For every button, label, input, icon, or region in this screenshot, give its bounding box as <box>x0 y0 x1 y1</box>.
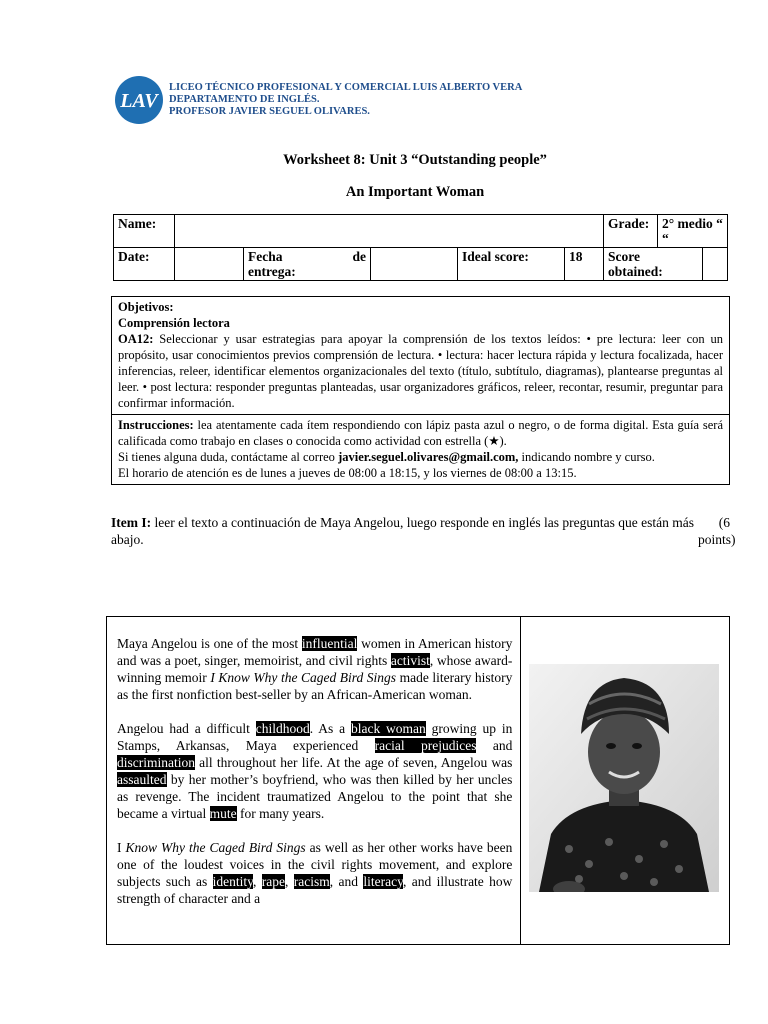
reading-text-segment: Angelou had a difficult <box>117 721 256 736</box>
school-name: LICEO TÉCNICO PROFESIONAL Y COMERCIAL LUIS ALBERTO VERA <box>169 82 523 93</box>
highlighted-vocabulary-word: black woman <box>350 721 426 736</box>
instructions-label: Instrucciones: <box>118 418 194 432</box>
school-logo <box>115 76 163 124</box>
teacher-name: PROFESOR JAVIER SEGUEL OLIVARES. <box>169 106 370 117</box>
score-obtained-label: Score obtained: <box>604 248 703 281</box>
item-1-instructions <box>111 514 736 548</box>
highlighted-vocabulary-word: literacy <box>363 874 403 889</box>
objectives-heading: Objetivos: <box>118 300 174 314</box>
reading-text-segment: , and illustrate how strength of character and a <box>117 874 513 906</box>
highlighted-vocabulary-word: childhood <box>255 721 310 736</box>
photo-cell <box>520 617 729 944</box>
reading-text-segment: women in American history and was a poet, singer, memoirist, and civil rights <box>117 636 513 668</box>
reading-text-segment: , and <box>329 874 364 889</box>
reading-box <box>106 616 730 945</box>
grade-label: Grade: <box>604 215 658 248</box>
highlighted-vocabulary-word: racial prejudices <box>374 738 477 753</box>
instructions-section <box>112 414 729 484</box>
reading-paragraph-1 <box>117 635 512 703</box>
objective-code: OA12: <box>118 332 154 346</box>
reading-text-segment: all throughout her life. At the age of seven, Angelou was <box>195 755 513 770</box>
date-field[interactable] <box>175 248 244 281</box>
grade-value: 2° medio “ “ <box>658 215 728 248</box>
maya-angelou-portrait <box>529 664 719 892</box>
objectives-section <box>112 297 729 414</box>
item-1-label: Item I: <box>111 515 152 530</box>
office-hours: El horario de atención es de lunes a jueves de 08:00 a 18:15, y los viernes de 08:00 a 13:15. <box>118 466 577 480</box>
reading-paragraph-3 <box>117 839 512 907</box>
school-header <box>115 76 522 124</box>
highlighted-vocabulary-word: assaulted <box>117 772 167 787</box>
objectives-subheading: Comprensión lectora <box>118 316 230 330</box>
teacher-email[interactable]: javier.seguel.olivares@gmail.com, <box>338 450 519 464</box>
reading-paragraph-2 <box>117 720 512 822</box>
logo-text: LAV <box>120 90 158 112</box>
reading-text-segment: growing up in Stamps, Arkansas, Maya experienced <box>117 721 513 753</box>
highlighted-vocabulary-word: activist <box>390 653 430 668</box>
item-1-points: (6 points) <box>698 515 736 547</box>
reading-text-segment: , <box>284 874 294 889</box>
objectives-box <box>111 296 730 485</box>
highlighted-vocabulary-word: discrimination <box>117 755 195 770</box>
reading-text-segment: for many years. <box>236 806 325 821</box>
school-info <box>169 82 522 118</box>
score-obtained-field[interactable] <box>703 248 728 281</box>
item-1-text: leer el texto a continuación de Maya Angelou, luego responde en inglés las preguntas que están más abajo. <box>111 515 694 547</box>
contact-text: Si tienes alguna duda, contáctame al correo <box>118 450 339 464</box>
book-title: I Know Why the Caged Bird Sings <box>210 670 397 685</box>
delivery-date-label: Fecha de entrega: <box>244 248 371 281</box>
objective-text: Seleccionar y usar estrategias para apoyar la comprensión de los textos leídos: • pre lectura: leer con un propósito, usar conocimientos previos comprensión de lectura. • lectura: hacer lectura rápida y lectura focalizada, hacer inferencias, releer, identificar elementos organizacionales del texto (título, subtítulo, diagramas), plantearse preguntas al leer. • post lectura: responder preguntas planteadas, usar organizadores gráficos, releer, recontar, resumir, preguntar para confirmar información. <box>118 332 723 410</box>
reading-text <box>107 617 512 944</box>
worksheet-title: Worksheet 8: Unit 3 “Outstanding people” <box>283 152 547 168</box>
reading-text-segment: , <box>252 874 262 889</box>
highlighted-vocabulary-word: influential <box>301 636 358 651</box>
delivery-date-field[interactable] <box>371 248 458 281</box>
contact-text-end: indicando nombre y curso. <box>518 450 655 464</box>
department-name: DEPARTAMENTO DE INGLÉS. <box>169 94 320 105</box>
highlighted-vocabulary-word: racism <box>293 874 330 889</box>
reading-text-segment: made literary history as the first nonfiction best-seller by an African-American woman. <box>117 670 513 702</box>
name-label: Name: <box>114 215 175 248</box>
worksheet-subtitle: An Important Woman <box>345 184 485 200</box>
highlighted-vocabulary-word: rape <box>261 874 285 889</box>
reading-text-segment: I <box>117 840 126 855</box>
name-field[interactable] <box>175 215 604 248</box>
reading-text-segment: Maya Angelou is one of the most <box>117 636 302 651</box>
ideal-score-value: 18 <box>565 248 604 281</box>
reading-text-segment: . As a <box>309 721 351 736</box>
book-title: Know Why the Caged Bird Sings <box>125 840 306 855</box>
instructions-text: lea atentamente cada ítem respondiendo con lápiz pasta azul o negro, o de forma digital. Esta guía será calificada como trabajo en clases o conocida como actividad con estrella (★). <box>118 418 723 448</box>
reading-text-segment: by her mother’s boyfriend, who was then killed by her uncles as revenge. The incident traumatized Angelou to the point that she became a virtual <box>117 772 513 821</box>
ideal-score-label: Ideal score: <box>458 248 565 281</box>
reading-text-segment: as well as her other works have been one of the loudest voices in the civil rights movement, and explore subjects such as <box>117 840 513 889</box>
date-label: Date: <box>114 248 175 281</box>
reading-text-segment: and <box>476 738 513 753</box>
highlighted-vocabulary-word: identity <box>212 874 253 889</box>
highlighted-vocabulary-word: mute <box>209 806 237 821</box>
student-info-table <box>113 214 728 281</box>
reading-text-segment: , whose award-winning memoir <box>117 653 513 685</box>
